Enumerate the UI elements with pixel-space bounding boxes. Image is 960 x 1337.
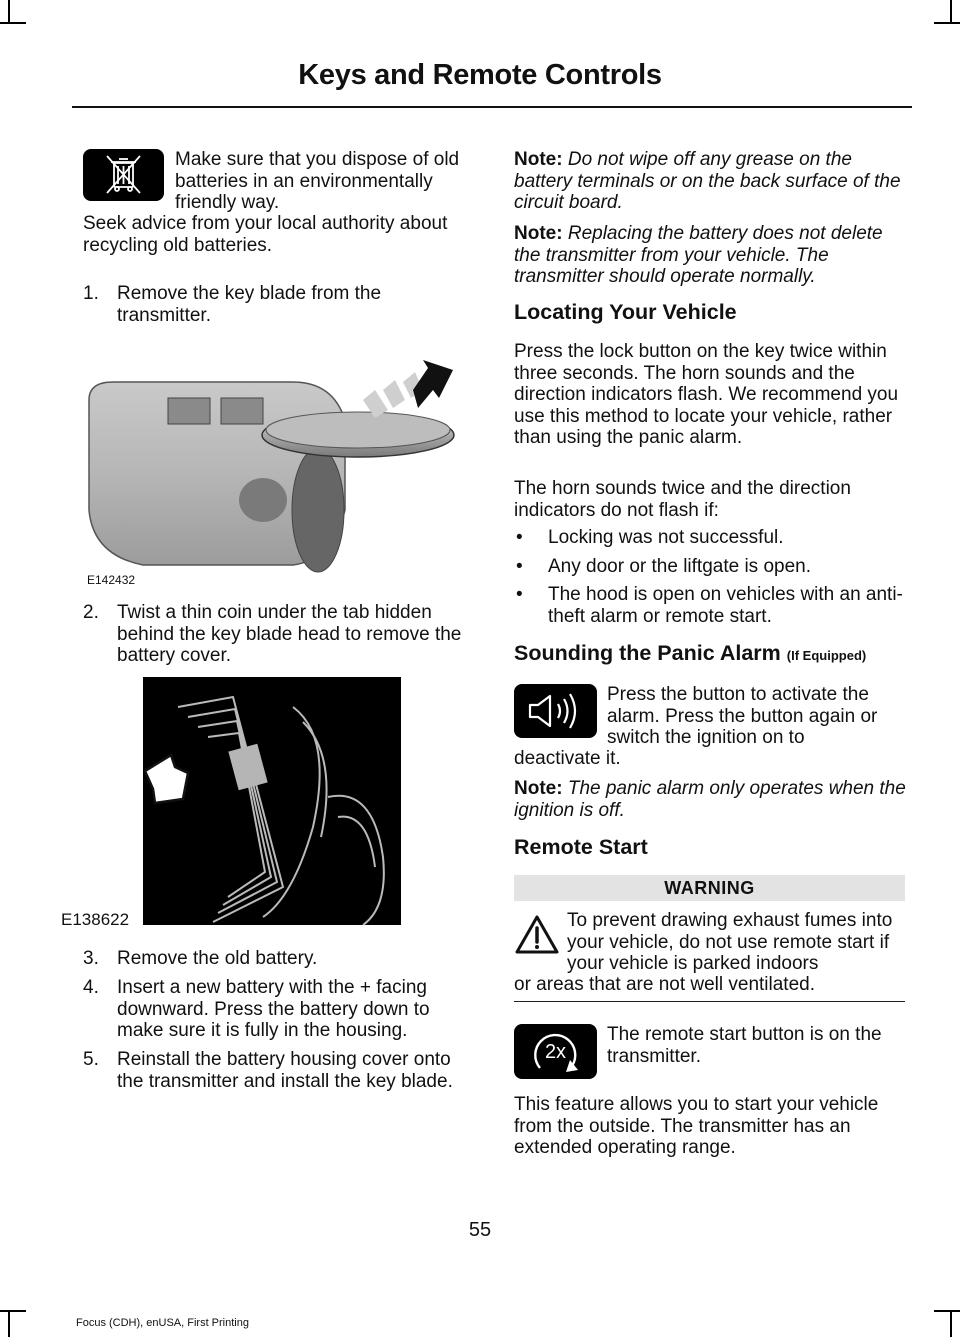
bullet: • (516, 527, 523, 548)
recycle-paragraph-continued: Seek advice from your local authority about recycling old batteries. (83, 213, 448, 256)
warning-paragraph-continued: or areas that are not well ventilated. (514, 974, 816, 995)
list-item (83, 948, 473, 970)
bullet-text: The hood is open on vehicles with an anti-theft alarm or remote start. (548, 584, 903, 627)
remote-feature-paragraph: This feature allows you to start your vehicle from the outside. The transmitter has an extended operating range. (514, 1094, 879, 1158)
warning-paragraph: To prevent drawing exhaust fumes into your vehicle, do not use remote start if your vehicle is parked indoors (567, 910, 893, 974)
crop-mark (8, 1310, 10, 1337)
bullet: • (516, 584, 523, 605)
step-number: 1. (83, 283, 99, 304)
recycle-bin-icon (83, 149, 164, 201)
panic-heading-text: Sounding the Panic Alarm (514, 641, 781, 665)
bullet-item (514, 527, 906, 549)
step-text: Reinstall the battery housing cover onto the transmitter and install the key blade. (117, 1049, 453, 1092)
locating-paragraph: Press the lock button on the key twice within three seconds. The horn sounds and the direction indicators flash. We recommend you use this method to locate your vehicle, rather than using the panic alarm. (514, 341, 899, 448)
step-number: 5. (83, 1049, 99, 1070)
panic-paragraph: Press the button to activate the alarm. Press the button again or switch the ignition on to (607, 684, 878, 748)
warning-triangle-icon (514, 914, 560, 956)
crop-mark (934, 22, 960, 24)
recycle-paragraph: Make sure that you dispose of old batteries in an environmentally friendly way. (175, 149, 460, 213)
bullet-text: Locking was not successful. (548, 527, 784, 548)
warning-banner: WARNING (514, 875, 905, 901)
step-text: Twist a thin coin under the tab hidden behind the key blade head to remove the battery cover. (117, 602, 462, 666)
panic-heading-suffix: (If Equipped) (786, 648, 867, 663)
remote-button-paragraph: The remote start button is on the transmitter. (607, 1024, 882, 1067)
bullet-text: Any door or the liftgate is open. (548, 556, 811, 577)
page-title: Keys and Remote Controls (298, 59, 662, 91)
note-panic (514, 778, 906, 821)
note-text: Replacing the battery does not delete the transmitter from your vehicle. The transmitter should operate normally. (514, 223, 883, 287)
crop-mark (934, 1310, 960, 1312)
list-item (83, 602, 473, 667)
edition-footer: Focus (CDH), enUSA, First Printing (76, 1317, 249, 1329)
list-item (83, 283, 473, 326)
panic-paragraph-continued: deactivate it. (514, 748, 621, 769)
note-text: Do not wipe off any grease on the battery terminals or on the back surface of the circuit board. (514, 149, 901, 213)
step-text: Remove the key blade from the transmitter. (117, 283, 382, 326)
step-text: Remove the old battery. (117, 948, 318, 969)
crop-mark (0, 22, 26, 24)
panic-alarm-horn-icon (514, 684, 597, 738)
page-number: 55 (468, 1219, 492, 1241)
step-number: 4. (83, 977, 99, 998)
remote-icon-label: 2x (544, 1041, 567, 1063)
note-text: The panic alarm only operates when the ignition is off. (514, 778, 906, 821)
section-heading-panic (514, 643, 866, 667)
note-label: Note: (514, 223, 563, 244)
section-heading-remote-start: Remote Start (514, 835, 648, 859)
crop-mark (950, 0, 952, 24)
figure-code: E142432 (87, 573, 136, 587)
note-grease (514, 149, 906, 214)
bullet: • (516, 556, 523, 577)
list-item (83, 1049, 475, 1092)
remote-start-icon (514, 1024, 597, 1079)
note-label: Note: (514, 778, 563, 799)
warning-divider (514, 1001, 905, 1002)
transmitter-battery-illustration (83, 360, 463, 590)
note-label: Note: (514, 149, 563, 170)
coin-battery-cover-illustration (61, 677, 403, 929)
step-text: Insert a new battery with the + facing downward. Press the battery down to make sure it is fully in the housing. (117, 977, 430, 1041)
crop-mark (8, 0, 10, 24)
crop-mark (950, 1310, 952, 1337)
bullet-item (514, 584, 906, 627)
section-heading-locating: Locating Your Vehicle (514, 300, 737, 324)
header-divider (72, 106, 912, 108)
figure-code: E138622 (61, 910, 130, 929)
locating-paragraph-conditions: The horn sounds twice and the direction indicators do not flash if: (514, 478, 851, 521)
crop-mark (0, 1310, 26, 1312)
bullet-item (514, 556, 906, 578)
step-number: 2. (83, 602, 99, 623)
note-battery-replacement (514, 223, 906, 288)
step-number: 3. (83, 948, 99, 969)
list-item (83, 977, 473, 1042)
